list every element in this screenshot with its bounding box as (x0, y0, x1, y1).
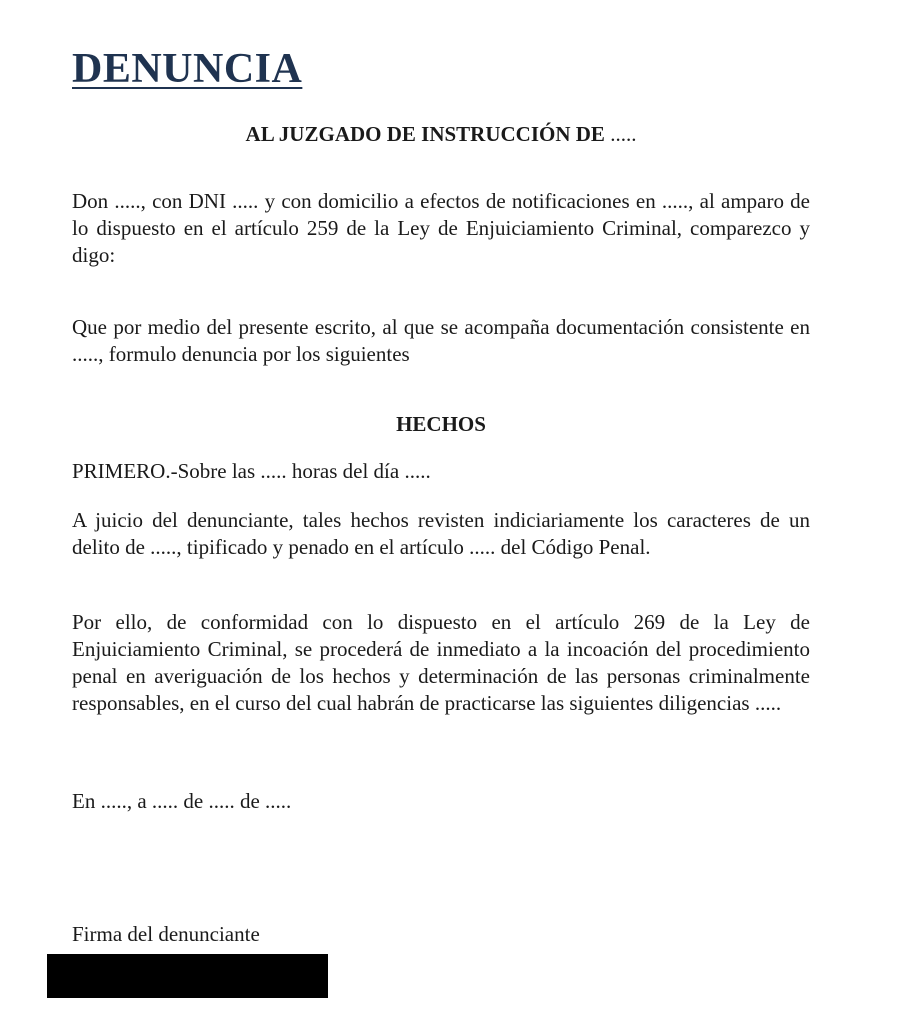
addressee-placeholder: ..... (604, 122, 637, 146)
document-title: DENUNCIA (72, 46, 303, 92)
place-date-line: En ....., a ..... de ..... de ..... (72, 789, 292, 813)
presentation-paragraph: Que por medio del presente escrito, al que se acompaña documentación consistente en ....., formulo denuncia por los siguientes (72, 315, 810, 366)
primero-paragraph: PRIMERO.-Sobre las ..... horas del día ..... (72, 459, 431, 483)
facts-heading: HECHOS (396, 412, 486, 436)
addressee-line (72, 120, 810, 148)
redacted-signature-block (47, 954, 328, 998)
addressee-court: AL JUZGADO DE INSTRUCCIÓN DE (245, 122, 605, 146)
intro-paragraph: Don ....., con DNI ..... y con domicilio a efectos de notificaciones en ....., al amparo de lo dispuesto en el artículo 259 de la Ley de Enjuiciamiento Criminal, comparezco y digo: (72, 189, 810, 267)
juicio-paragraph: A juicio del denunciante, tales hechos revisten indiciariamente los caracteres de un delito de ....., tipificado y penado en el artículo ..... del Código Penal. (72, 508, 810, 559)
conformidad-paragraph: Por ello, de conformidad con lo dispuesto en el artículo 269 de la Ley de Enjuiciamiento Criminal, se procederá de inmediato a la incoación del procedimiento penal en averiguación de los hechos y determinación de las personas criminalmente responsables, en el curso del cual habrán de practicarse las siguientes diligencias ..... (72, 610, 810, 715)
signature-label: Firma del denunciante (72, 922, 260, 946)
